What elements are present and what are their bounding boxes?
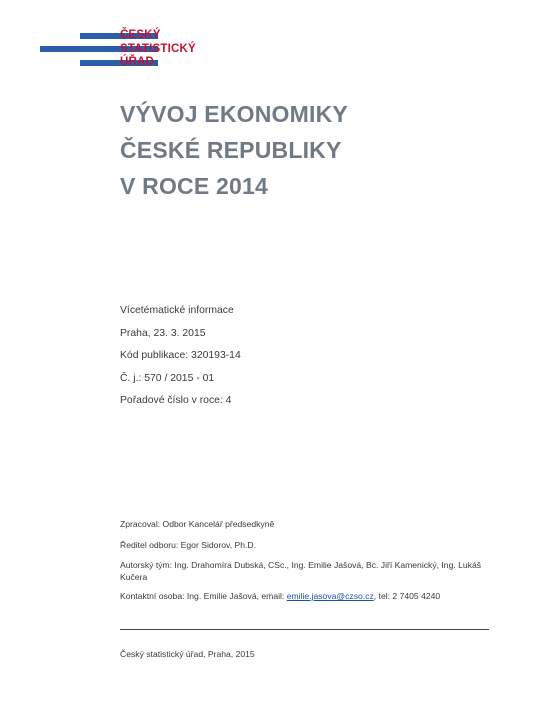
contact-person [120,591,500,603]
title-line-1: VÝVOJ EKONOMIKY [120,101,348,127]
logo-line-3: ÚŘAD [120,56,155,68]
publication-place-date: Praha, 23. 3. 2015 [120,327,206,339]
publication-type: Vícetématické informace [120,305,234,316]
logo-line-2: STATISTICKÝ [120,42,196,55]
footer-text: Český statistický úřad, Praha, 2015 [120,649,255,659]
publication-metadata [120,303,241,416]
document-title [120,96,348,204]
department-director: Ředitel odboru: Egor Sidorov, Ph.D. [120,539,256,550]
author-team: Autorský tým: Ing. Drahomíra Dubská, CSc., Ing. Emilie Jašová, Bc. Jiří Kamenický, Ing. Lukáš Kučera [120,560,482,582]
csu-logo [40,29,210,71]
contact-suffix: , tel: 2 7405 4240 [373,591,441,601]
contact-prefix: Kontaktní osoba: Ing. Emilie Jašová, email: [120,591,287,601]
title-line-3: V ROCE 2014 [120,173,268,199]
footer-divider [120,629,489,630]
publication-code: Kód publikace: 320193-14 [120,350,241,361]
title-line-2: ČESKÉ REPUBLIKY [120,137,342,163]
logo-line-1: ČESKÝ [120,29,161,41]
contact-email-link[interactable]: emilie.jasova@czso.cz [286,591,374,601]
prepared-by: Zpracoval: Odbor Kancelář předsedkyně [120,519,275,529]
logo-text [120,29,196,70]
serial-number: Pořadové číslo v roce: 4 [120,395,232,406]
credits-block [120,519,500,612]
reference-number: Č. j.: 570 / 2015 - 01 [120,372,215,384]
